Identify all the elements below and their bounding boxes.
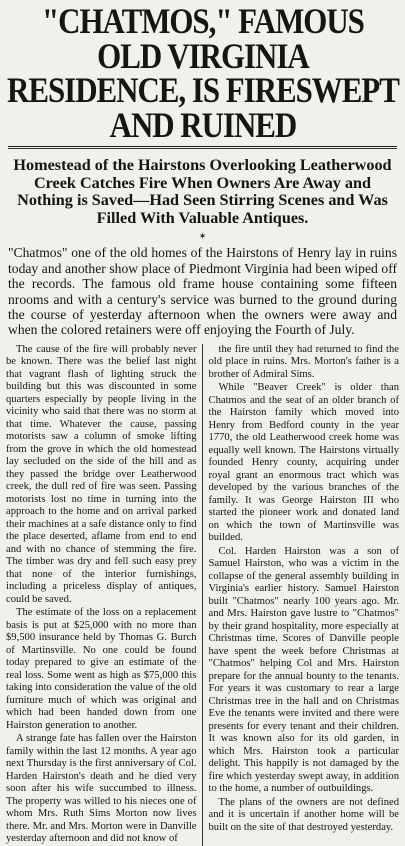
right-column xyxy=(203,344,400,846)
headline-rule-secondary xyxy=(8,148,397,149)
right-paragraph: While "Beaver Creek" is older than Chatmos and the seat of an older branch of the Hairston family which moved into Henry from Bedford county in the year 1770, the old Leatherwood creek home was equally well known. The Hairstons virtually founded Henry county, acquiring under royal grant an enormous tract which was developed by the various branches of the family. It was George Hairston III who started the pioneer work and donated land on which the town of Martinsville was builded. xyxy=(208,382,399,544)
left-paragraph: The cause of the fire will probably never be known. There was the belief last night that vagrant flash of lighting struck the building but this was discounted in some quarters especially by people living in the vicinity who said that there was no storm at that time. Whatever the cause, passing motorists saw a column of smoke lifting from the grove in which the old homestead lay secluded on the side of the hill and as they passed the bridge over Leatherwood creek, the dull red of fire was seen. Passing motorists lost no time in turning into the approach to the home and on arrival parked their machines at a safe distance only to find the place deserted, aflame from end to end and with no chance of stemming the fire. The timber was dry and fell such easy prey that none of the interior furnishings, including a priceless display of antiques, could be saved. xyxy=(6,343,197,605)
separator-star-icon: ✶ xyxy=(198,232,207,243)
right-paragraph: the fire until they had returned to find the old place in ruins. Mrs. Morton's father is a brother of Admiral Sims. xyxy=(208,343,399,380)
headline: "CHATMOS," FAMOUS OLD VIRGINIA RESIDENCE, IS FIRESWEPT AND RUINED xyxy=(6,1,399,145)
deck-subheadline: Homestead of the Hairstons Overlooking Leatherwood Creek Catches Fire When Owners Are Away and Nothing is Saved—Had Seen Stirring Scenes and Was Filled With Valuable Antiques. xyxy=(13,156,392,227)
left-paragraph: A strange fate has fallen over the Hairston family within the last 12 months. A year ago next Thursday is the first anniversary of Col. Harden Hairston's death and he died very soon after his wife succumbed to illness. The property was willed to his nieces one of whom Mrs. Ruth Sims Morton now lives there. Mr. and Mrs. Morton were in Danville yesterday afternoon and did not know of xyxy=(6,733,197,845)
right-paragraph: Col. Harden Hairston was a son of Samuel Hairston, who was a victim in the collapse of the general assembly building in Virginia's earlier history. Samuel Hairston built "Chatmos" nearly 100 years ago. Mr. and Mrs. Hairston gave lustre to "Chatmos" by their grand hospitality, more especially at Christmas time. Scores of Danville people have spent the week before Christmas at "Chatmos" helping Col and Mrs. Hairston prepare for the annual bounty to the tenants. For years it was customary to rear a large Christmas tree in the hall and on Christmas Eve the tenants were invited and there were presents for every tenant and their children. It was known also for its old garden, in which Mrs. Hairston took a particular delight. This happily is not damaged by the fire which yesterday swept away, in addition to the home, a number of outbuildings. xyxy=(208,545,399,795)
left-paragraph: The estimate of the loss on a replacement basis is put at $25,000 with no more than $9,500 insurance held by Thomas G. Burch of Martinsville. No one could be found today prepared to give an estimate of the real loss. Some went as high as $75,000 this taking into consideration the value of the old furniture much of which was original and which had been handed down from one Hairston generation to another. xyxy=(6,607,197,731)
left-column xyxy=(6,344,203,846)
right-paragraph: The plans of the owners are not defined and it is uncertain if another home will be built on the site of that destroyed yesterday. xyxy=(208,796,399,833)
lead-paragraph: "Chatmos" one of the old homes of the Hairstons of Henry lay in ruins today and another show place of Piedmont Virginia had been wiped off the records. The famous old frame house containing some fifteen nrooms and with a century's service was burned to the ground during the course of yesterday afternoon when the owners were away and when the colored retainers were off enjoying the Fourth of July. xyxy=(8,245,397,338)
headline-rule xyxy=(8,146,397,147)
body-columns xyxy=(6,344,399,846)
